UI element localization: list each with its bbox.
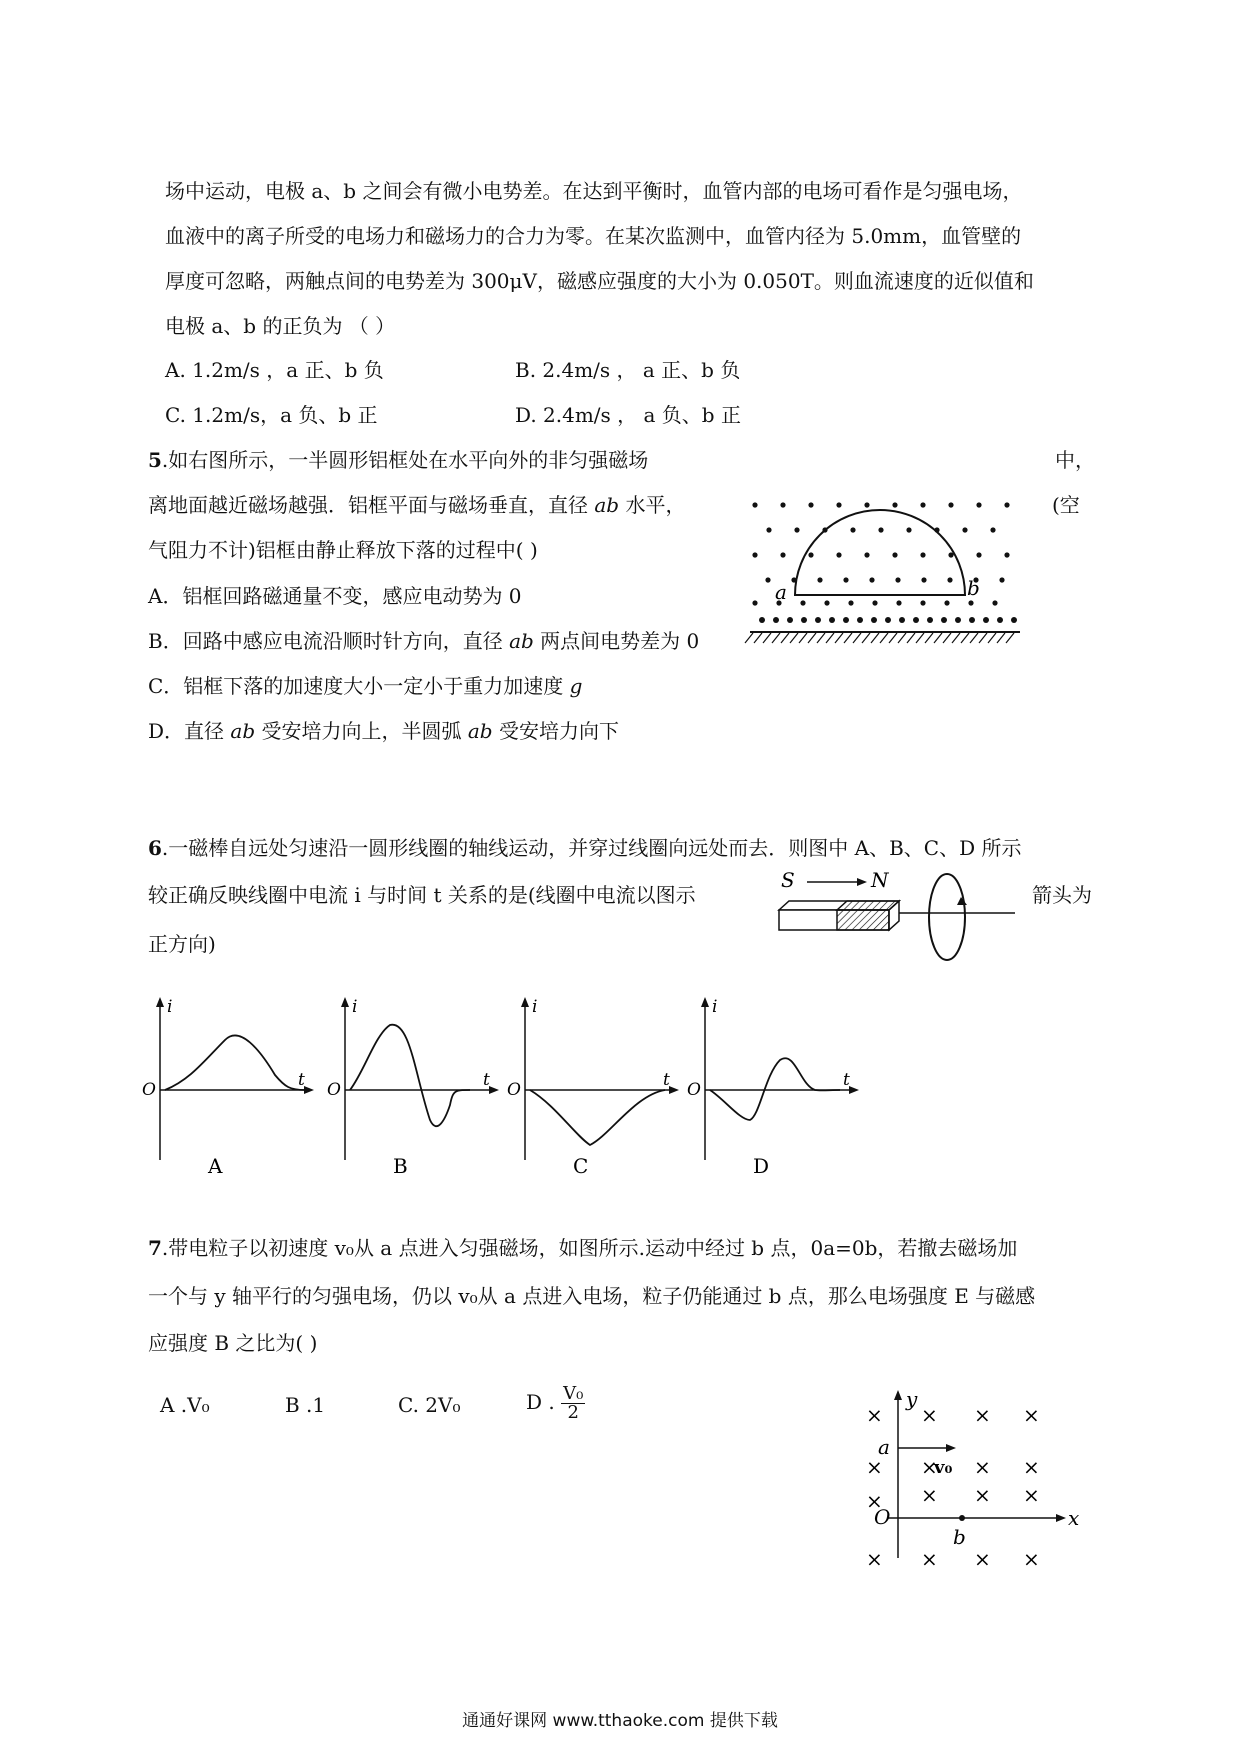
q7-stem-1: .带电粒子以初速度 v₀从 a 点进入匀强磁场，如图所示.运动中经过 b 点，0a=0b，若撤去磁场加 (161, 1236, 1018, 1260)
q7-figure (848, 1387, 1088, 1571)
graph-i-label: i (712, 997, 718, 1017)
q5-line-2 (148, 492, 685, 518)
graph-i-axis-arrow (701, 997, 709, 1007)
field-dot (962, 527, 967, 532)
field-dot (992, 600, 997, 605)
q5-option-d-text-2: ab (230, 719, 256, 743)
field-cross: × (1023, 1547, 1040, 1571)
q7-number: 7 (148, 1236, 162, 1260)
graph-caption: A (208, 1154, 223, 1178)
field-dot (843, 617, 849, 623)
hatch-line (952, 633, 960, 643)
q7-option-b: B .1 (285, 1393, 326, 1417)
hatch-line (817, 633, 825, 643)
field-dot (766, 527, 771, 532)
q6-coil-current-arrow (957, 897, 967, 905)
hatch-line (997, 633, 1005, 643)
q5-option-b (148, 628, 699, 654)
q5-option-d (148, 718, 619, 744)
hatch-line (889, 633, 897, 643)
field-dot (878, 527, 883, 532)
field-dot (948, 552, 953, 557)
q5-option-c-text-2: g (569, 674, 583, 698)
q7-velocity-label: v₀ (934, 1457, 953, 1478)
q6-number: 6 (148, 836, 162, 860)
q6-magnet-s-label: S (781, 868, 795, 892)
q4-option-a: A. 1.2m/s ，a 正、b 负 (165, 358, 384, 382)
graph-t-label: t (663, 1070, 670, 1090)
q6-line-2-end: 箭头为 (1032, 883, 1092, 907)
q4-option-c: C. 1.2m/s，a 负、b 正 (165, 403, 378, 427)
field-dot (752, 552, 757, 557)
hatch-line (772, 633, 780, 643)
graph-i-axis-arrow (341, 997, 349, 1007)
q6-magnet-n-label: N (871, 868, 889, 892)
field-dot (871, 617, 877, 623)
field-cross: × (921, 1403, 938, 1427)
field-dot (892, 552, 897, 557)
field-cross: × (866, 1547, 883, 1571)
field-dot (752, 600, 757, 605)
q5-stem-2b: ab (594, 493, 620, 517)
q5-line-3: 气阻力不计)铝框由静止释放下落的过程中( ) (148, 538, 538, 562)
graph-i-label: i (352, 997, 358, 1017)
field-dot (780, 552, 785, 557)
q5-field-dots (752, 502, 1017, 623)
field-dot (808, 552, 813, 557)
hatch-line (988, 633, 996, 643)
q4-line-4: 电极 a、b 的正负为 （ ） (165, 314, 396, 338)
q6-graph-b (327, 997, 499, 1178)
q5-option-d-text-5: 受安培力向下 (492, 719, 619, 743)
field-dot (955, 617, 961, 623)
field-cross: × (974, 1483, 991, 1507)
field-dot (780, 502, 785, 507)
field-dot (983, 617, 989, 623)
field-dot (864, 552, 869, 557)
graph-caption: C (573, 1154, 589, 1178)
graph-t-axis-arrow (304, 1086, 314, 1094)
field-dot (794, 527, 799, 532)
field-dot (976, 552, 981, 557)
graph-i-label: i (532, 997, 538, 1017)
field-dot (1011, 617, 1017, 623)
graph-t-axis-arrow (669, 1086, 679, 1094)
q6-motion-arrow-head (857, 878, 867, 886)
q7-point-b (959, 1515, 965, 1521)
field-dot (857, 617, 863, 623)
q7-option-c: C. 2V₀ (398, 1393, 461, 1417)
q7-a-label: a (878, 1435, 890, 1459)
field-dot (864, 502, 869, 507)
graph-origin-label: O (327, 1080, 341, 1100)
q5-option-d-text-4: ab (467, 719, 493, 743)
field-dot (990, 527, 995, 532)
field-dot (948, 502, 953, 507)
field-dot (976, 502, 981, 507)
field-dot (829, 617, 835, 623)
q5-option-c (148, 673, 582, 699)
q6-line-3: 正方向) (148, 932, 216, 956)
field-dot (899, 617, 905, 623)
hatch-line (808, 633, 816, 643)
q4-option-b: B. 2.4m/s ， a 正、b 负 (515, 358, 741, 382)
field-dot (765, 577, 770, 582)
field-dot (808, 502, 813, 507)
field-dot (969, 617, 975, 623)
field-dot (872, 600, 877, 605)
q7-option-a: A .V₀ (160, 1393, 210, 1417)
q7-line-3: 应强度 B 之比为( ) (148, 1331, 318, 1355)
field-dot (843, 577, 848, 582)
field-cross: × (1023, 1483, 1040, 1507)
graph-origin-label: O (687, 1080, 701, 1100)
hatch-line (916, 633, 924, 643)
q6-line-1 (148, 835, 1021, 861)
graph-origin-label: O (507, 1080, 521, 1100)
q7-x-axis-arrow (1056, 1514, 1066, 1522)
field-cross: × (866, 1403, 883, 1427)
graph-t-label: t (298, 1070, 305, 1090)
q7-y-axis-arrow (894, 1390, 902, 1400)
q6-line-2: 较正确反映线圈中电流 i 与时间 t 关系的是(线圈中电流以图示 (148, 883, 696, 907)
q7-y-label: y (906, 1387, 918, 1411)
graph-i-label: i (167, 997, 173, 1017)
hatch-line (934, 633, 942, 643)
hatch-line (799, 633, 807, 643)
graph-curve (350, 1025, 470, 1127)
field-cross: × (974, 1547, 991, 1571)
q6-bar-magnet (779, 901, 899, 930)
q4-line-3: 厚度可忽略，两触点间的电势差为 300μV，磁感应强度的大小为 0.050T。则血流速度的近似值和 (165, 269, 1034, 293)
q5-option-a: A．铝框回路磁通量不变，感应电动势为 0 (148, 584, 522, 608)
graph-t-label: t (843, 1070, 850, 1090)
q7-option-d-fraction (561, 1385, 585, 1422)
hatch-line (853, 633, 861, 643)
hatch-line (961, 633, 969, 643)
q7-line-1 (148, 1235, 1017, 1261)
field-dot (848, 600, 853, 605)
q5-ground-hatch (745, 633, 1014, 643)
graph-t-axis-arrow (489, 1086, 499, 1094)
q6-graph-c (507, 997, 679, 1178)
graph-curve (530, 1090, 665, 1145)
field-dot (773, 617, 779, 623)
q6-coil (929, 874, 965, 960)
q5-line-1 (148, 447, 648, 473)
q6-graph-group (142, 997, 859, 1178)
field-dot (787, 617, 793, 623)
q5-line-1-end: 中， (1055, 448, 1095, 472)
q4-line-2: 血液中的离子所受的电场力和磁场力的合力为零。在某次监测中，血管内径为 5.0mm，血管壁的 (165, 224, 1022, 248)
field-dot (885, 617, 891, 623)
q7-option-d-denominator: 2 (567, 1402, 579, 1423)
q4-line-1: 场中运动，电极 a、b 之间会有微小电势差。在达到平衡时，血管内部的电场可看作是匀强电场， (165, 179, 1023, 203)
field-cross: × (1023, 1455, 1040, 1479)
q6-graph-a (142, 997, 314, 1178)
hatch-line (745, 633, 753, 643)
q5-stem-2c: 水平， (619, 493, 686, 517)
field-dot (921, 577, 926, 582)
field-dot (913, 617, 919, 623)
field-dot (999, 577, 1004, 582)
hatch-line (790, 633, 798, 643)
field-dot (817, 577, 822, 582)
field-dot (759, 617, 765, 623)
q5-option-c-text-1: C．铝框下落的加速度大小一定小于重力加速度 (148, 674, 570, 698)
hatch-line (970, 633, 978, 643)
hatch-line (943, 633, 951, 643)
field-dot (947, 577, 952, 582)
hatch-line (880, 633, 888, 643)
hatch-line (862, 633, 870, 643)
graph-t-label: t (483, 1070, 490, 1090)
q5-option-b-text-3: 两点间电势差为 0 (533, 629, 700, 653)
field-dot (892, 502, 897, 507)
field-dot (944, 600, 949, 605)
field-cross: × (974, 1403, 991, 1427)
field-dot (1004, 502, 1009, 507)
field-dot (836, 552, 841, 557)
field-cross: × (866, 1489, 883, 1513)
field-dot (997, 617, 1003, 623)
q7-b-label: b (953, 1525, 966, 1549)
field-dot (752, 502, 757, 507)
q7-origin-label: O (874, 1505, 891, 1529)
graph-caption: B (393, 1154, 408, 1178)
footer: 通通好课网 www.tthaoke.com 提供下载 (462, 1711, 778, 1731)
q4-option-d: D. 2.4m/s ， a 负、b 正 (515, 403, 741, 427)
field-cross: × (921, 1483, 938, 1507)
field-dot (850, 527, 855, 532)
field-cross: × (1023, 1403, 1040, 1427)
graph-curve (165, 1035, 305, 1090)
hatch-line (898, 633, 906, 643)
field-cross: × (866, 1455, 883, 1479)
field-dot (824, 600, 829, 605)
graph-i-axis-arrow (521, 997, 529, 1007)
field-dot (801, 617, 807, 623)
graph-curve (710, 1058, 840, 1120)
q7-x-label: x (1068, 1506, 1080, 1530)
field-dot (836, 502, 841, 507)
q5-stem-1: .如右图所示，一半圆形铝框处在水平向外的非匀强磁场 (161, 448, 649, 472)
graph-origin-label: O (142, 1080, 156, 1100)
field-dot (941, 617, 947, 623)
field-dot (920, 502, 925, 507)
graph-t-axis-arrow (849, 1086, 859, 1094)
q6-graphs (142, 995, 970, 1180)
graph-i-axis-arrow (156, 997, 164, 1007)
q5-option-b-text-2: ab (509, 629, 534, 653)
field-dot (869, 577, 874, 582)
hatch-line (826, 633, 834, 643)
field-cross: × (974, 1455, 991, 1479)
hatch-line (925, 633, 933, 643)
field-dot (895, 577, 900, 582)
field-cross: × (921, 1547, 938, 1571)
field-dot (896, 600, 901, 605)
q5-stem-2a: 离地面越近磁场越强．铝框平面与磁场垂直，直径 (148, 493, 595, 517)
field-cross: × (921, 1455, 938, 1479)
q7-option-d (526, 1385, 585, 1422)
field-dot (968, 600, 973, 605)
field-dot (800, 600, 805, 605)
hatch-line (907, 633, 915, 643)
q5-figure (745, 495, 1025, 650)
q5-label-a: a (775, 580, 787, 604)
q5-label-b: b (967, 576, 980, 600)
hatch-line (871, 633, 879, 643)
q5-line-2-end: (空 (1052, 493, 1080, 517)
field-dot (927, 617, 933, 623)
q6-graph-d (687, 997, 859, 1178)
hatch-line (835, 633, 843, 643)
hatch-line (979, 633, 987, 643)
q5-number: 5 (148, 448, 162, 472)
hatch-line (1006, 633, 1014, 643)
q5-option-b-text-1: B．回路中感应电流沿顺时针方向，直径 (148, 629, 510, 653)
field-dot (906, 527, 911, 532)
hatch-line (763, 633, 771, 643)
q7-line-2: 一个与 y 轴平行的匀强电场，仍以 v₀从 a 点进入电场，粒子仍能通过 b 点，那么电场强度 E 与磁感 (148, 1284, 1036, 1308)
field-dot (1004, 552, 1009, 557)
hatch-line (754, 633, 762, 643)
q5-option-d-text-3: 受安培力向上，半圆弧 (255, 719, 468, 743)
q5-option-d-text-1: D．直径 (148, 719, 231, 743)
q6-stem-1: .一磁棒自远处匀速沿一圆形线圈的轴线运动，并穿过线圈向远处而去．则图中 A、B、C、D 所示 (161, 836, 1022, 860)
graph-caption: D (753, 1154, 770, 1178)
field-dot (920, 552, 925, 557)
field-dot (920, 600, 925, 605)
hatch-line (844, 633, 852, 643)
q7-option-d-label: D . (526, 1390, 555, 1414)
field-dot (815, 617, 821, 623)
hatch-line (781, 633, 789, 643)
q7-option-d-numerator: V₀ (563, 1383, 584, 1404)
q7-velocity-arrow-head (946, 1444, 956, 1452)
q6-magnet-coil-figure (775, 865, 1025, 975)
